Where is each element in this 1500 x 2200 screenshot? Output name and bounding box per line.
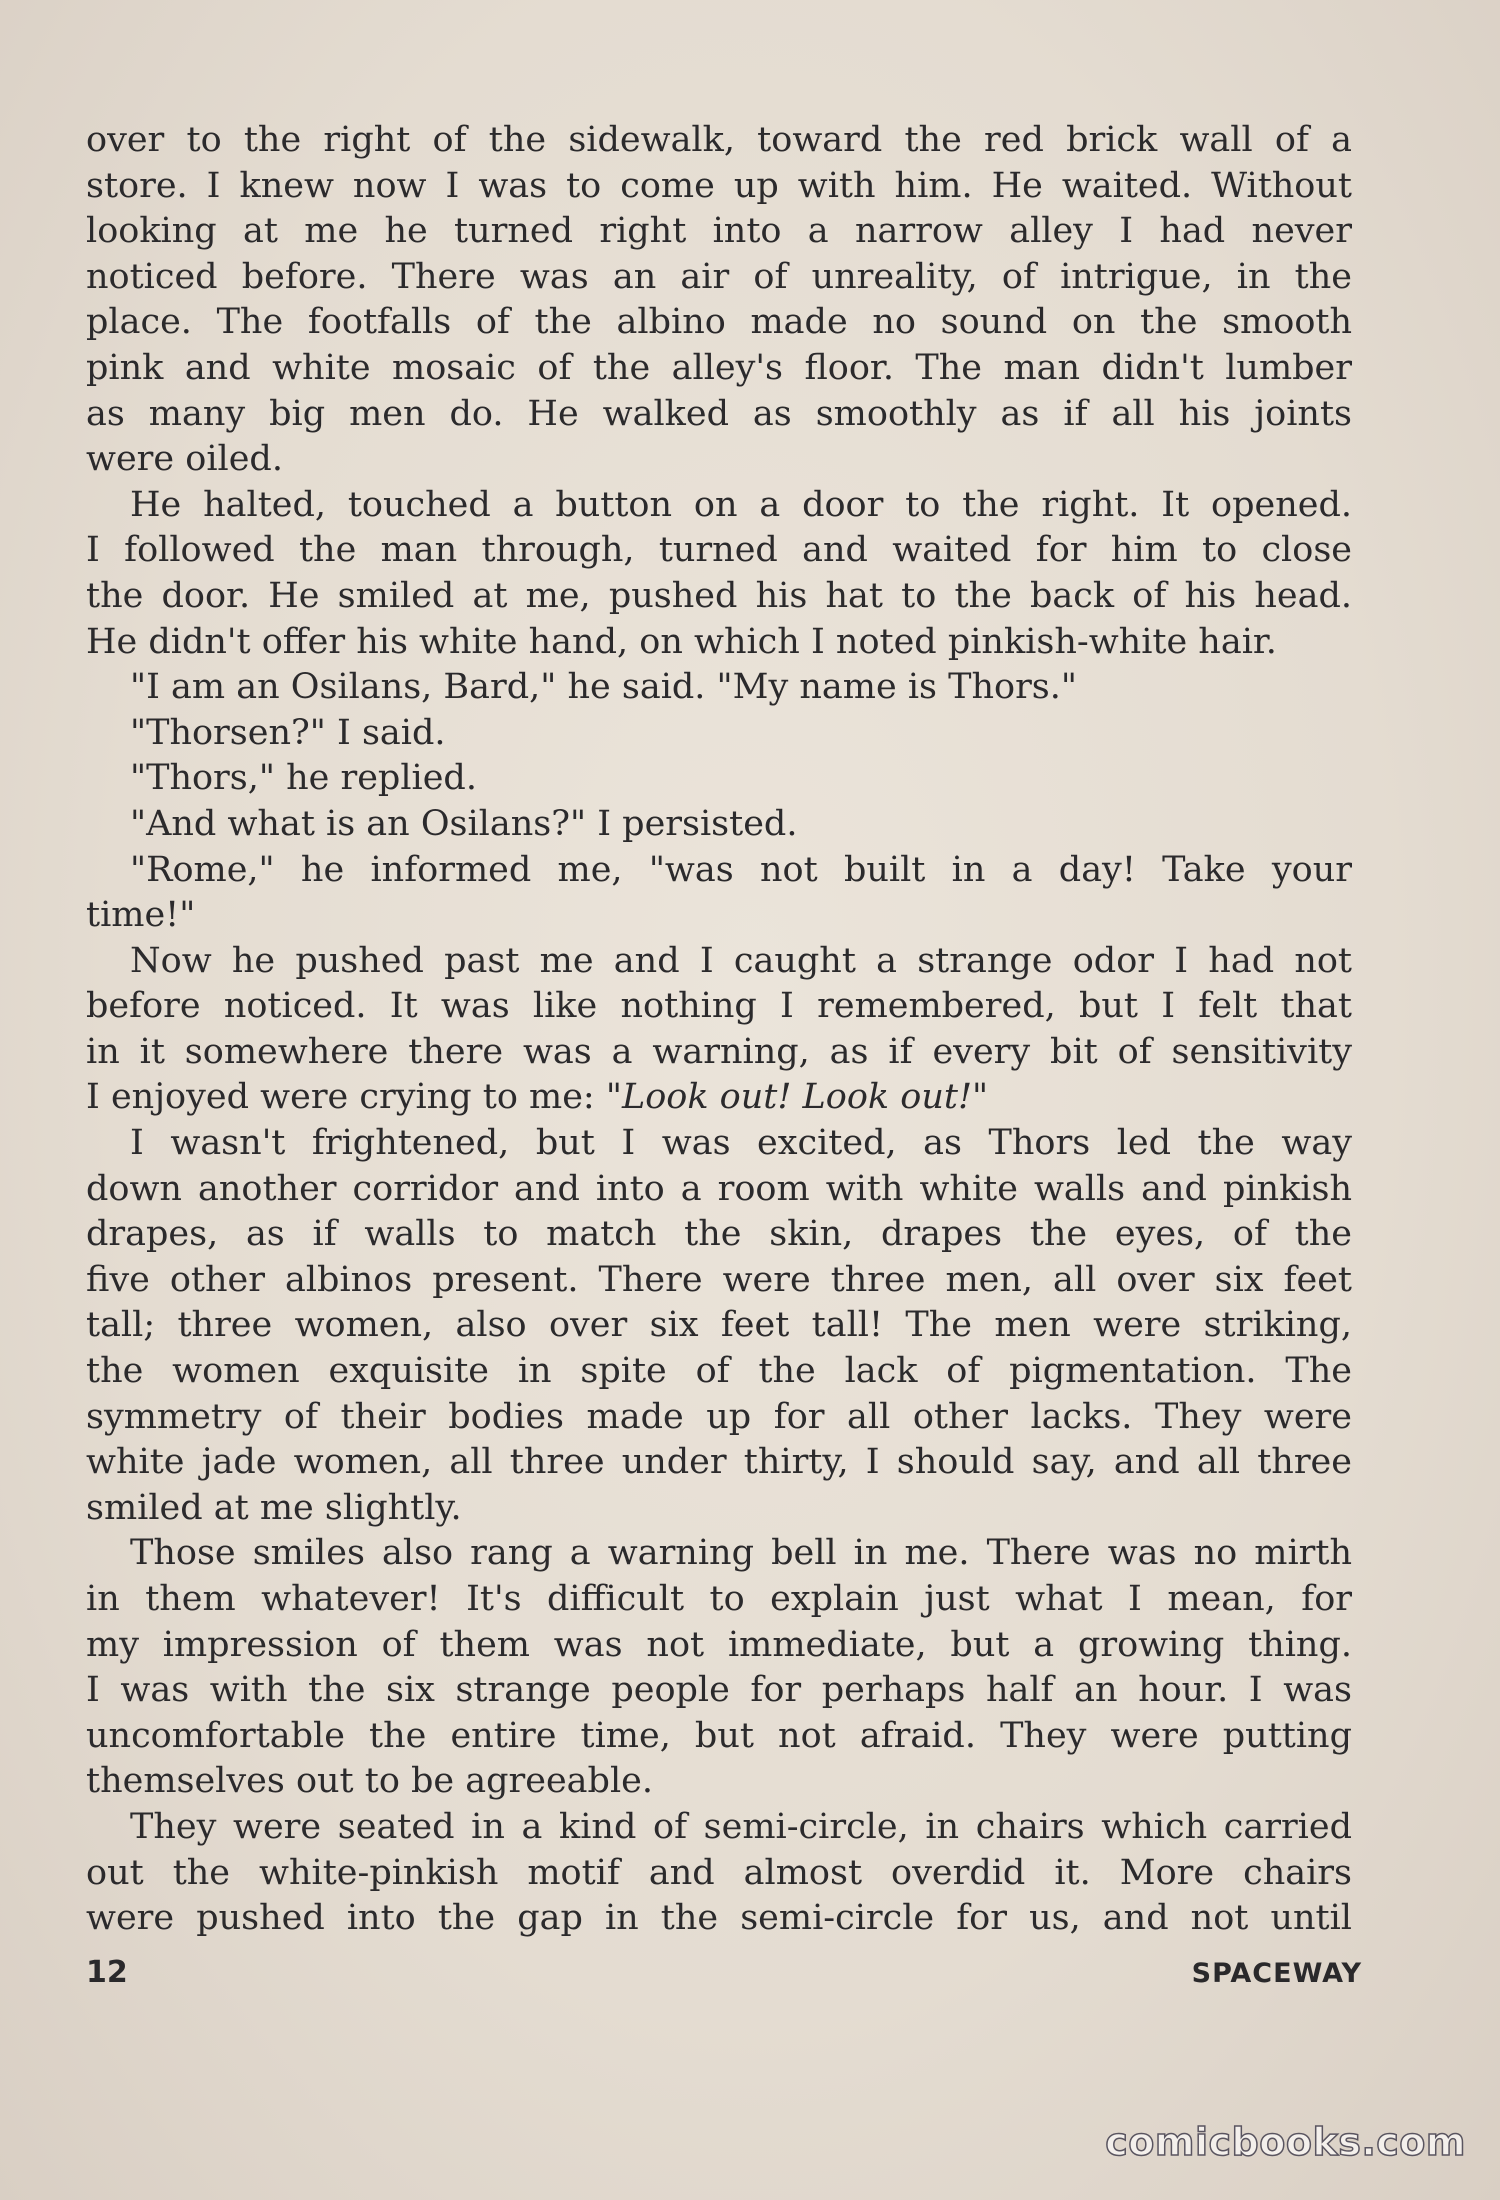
text-line: smiled at me slightly. <box>86 1487 462 1528</box>
text-line <box>86 1075 1352 1121</box>
text-line: I was with the six strange people for perhaps half an hour. I was <box>86 1670 1352 1711</box>
text-line: themselves out to be agreeable. <box>86 1761 653 1802</box>
text-line: were oiled. <box>86 439 283 480</box>
text-line: drapes, as if walls to match the skin, drapes the eyes, of the <box>86 1214 1352 1255</box>
text-line: Those smiles also rang a warning bell in me. There was no mirth <box>130 1533 1352 1574</box>
text-line: in them whatever! It's difficult to explain just what I mean, for <box>86 1579 1352 1619</box>
text-line: over to the right of the sidewalk, toward the red brick wall of a <box>86 120 1352 160</box>
italic-exclamation: "Look out! Look out!" <box>605 1077 989 1118</box>
text-line: the women exquisite in spite of the lack of pigmentation. The <box>86 1351 1352 1392</box>
text-line-start: I enjoyed were crying to me: <box>86 1077 595 1118</box>
text-line: I followed the man through, turned and waited for him to close <box>86 530 1352 571</box>
text-line: tall; three women, also over six feet tall! The men were striking, <box>86 1305 1352 1346</box>
text-line: in it somewhere there was a warning, as if every bit of sensitivity <box>86 1031 1352 1072</box>
magazine-title: SPACEWAY <box>1191 1958 1362 1989</box>
text-line: down another corridor and into a room with white walls and pinkish <box>86 1168 1352 1209</box>
text-line: "Rome," he informed me, "was not built in a day! Take your <box>130 849 1352 890</box>
text-line: the door. He smiled at me, pushed his hat to the back of his head. <box>86 575 1352 616</box>
text-line: uncomfortable the entire time, but not afraid. They were putting <box>86 1715 1352 1756</box>
text-line: were pushed into the gap in the semi-circle for us, and not until <box>86 1898 1352 1939</box>
watermark-logo: comicbooks.com <box>1105 2120 1466 2164</box>
text-line: pink and white mosaic of the alley's floor. The man didn't lumber <box>86 347 1352 388</box>
text-line: as many big men do. He walked as smoothly as if all his joints <box>86 393 1352 434</box>
text-line: I wasn't frightened, but I was excited, as Thors led the way <box>130 1123 1352 1164</box>
text-line: looking at me he turned right into a narrow alley I had never <box>86 211 1352 252</box>
text-line: place. The footfalls of the albino made no sound on the smooth <box>86 302 1352 343</box>
text-line: out the white-pinkish motif and almost overdid it. More chairs <box>86 1852 1352 1893</box>
page-number: 12 <box>86 1955 128 1990</box>
text-line: He didn't offer his white hand, on which I noted pinkish-white hair. <box>86 621 1277 662</box>
text-line: white jade women, all three under thirty, I should say, and all three <box>86 1442 1352 1483</box>
text-line: store. I knew now I was to come up with him. He waited. Without <box>86 165 1352 206</box>
text-line: five other albinos present. There were three men, all over six feet <box>86 1259 1352 1300</box>
text-line: symmetry of their bodies made up for all other lacks. They were <box>86 1396 1352 1437</box>
text-line: "I am an Osilans, Bard," he said. "My name is Thors." <box>130 667 1077 708</box>
text-line: Now he pushed past me and I caught a strange odor I had not <box>130 940 1352 981</box>
text-line: "Thors," he replied. <box>130 758 477 799</box>
body-text <box>86 118 1352 1942</box>
text-line: time!" <box>86 895 196 936</box>
text-line: noticed before. There was an air of unreality, of intrigue, in the <box>86 256 1352 297</box>
text-line: "Thorsen?" I said. <box>130 712 446 753</box>
text-line: my impression of them was not immediate, but a growing thing. <box>86 1624 1352 1665</box>
text-line: He halted, touched a button on a door to the right. It opened. <box>130 484 1352 525</box>
text-line: They were seated in a kind of semi-circle, in chairs which carried <box>130 1806 1352 1847</box>
text-line: before noticed. It was like nothing I remembered, but I felt that <box>86 986 1352 1027</box>
text-line: "And what is an Osilans?" I persisted. <box>130 803 798 844</box>
